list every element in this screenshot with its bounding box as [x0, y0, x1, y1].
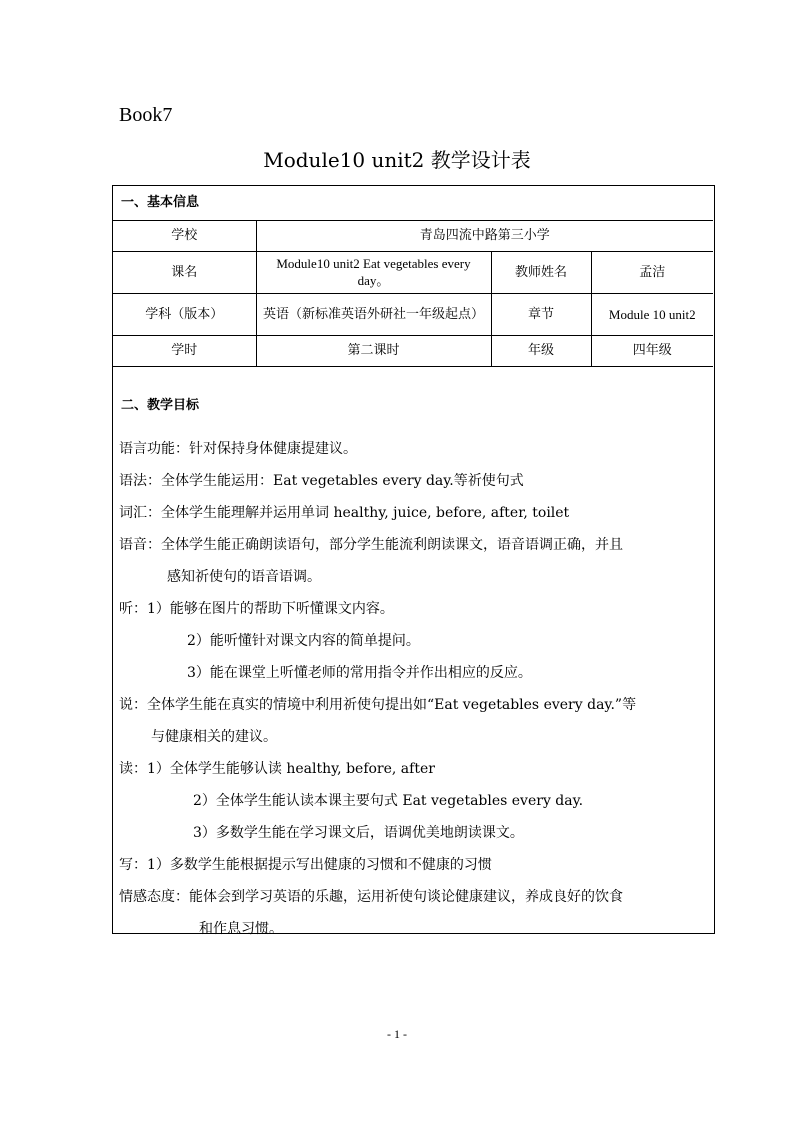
page-title: Module10 unit2 教学设计表: [263, 148, 531, 172]
objective-line: 语法：全体学生能运用：Eat vegetables every day.等祈使句式: [119, 473, 524, 489]
period-value: 第二课时: [256, 335, 491, 366]
grade-label: 年级: [491, 335, 591, 366]
school-value: 青岛四流中路第三小学: [256, 220, 713, 251]
objective-line: 词汇：全体学生能理解并运用单词 healthy, juice, before, after, toilet: [119, 505, 570, 521]
objective-line: 和作息习惯。: [199, 921, 283, 937]
objective-line: 与健康相关的建议。: [151, 729, 277, 745]
objective-line: 感知祈使句的语音语调。: [167, 569, 321, 585]
course-value: Module10 unit2 Eat vegetables every day。: [256, 251, 491, 293]
objective-line: 说：全体学生能在真实的情境中利用祈使句提出如“Eat vegetables every day.”等: [119, 697, 637, 713]
objective-line: 2）全体学生能认读本课主要句式 Eat vegetables every day.: [193, 793, 584, 809]
objective-line: 2）能听懂针对课文内容的简单提问。: [187, 633, 420, 649]
book-label: Book7: [119, 104, 173, 126]
chapter-label: 章节: [491, 293, 591, 335]
section-heading-objectives: 二、教学目标: [121, 398, 200, 413]
subject-label: 学科（版本）: [113, 293, 256, 335]
design-table: [112, 185, 715, 937]
period-label: 学时: [113, 335, 256, 366]
objective-line: 情感态度：能体会到学习英语的乐趣，运用祈使句谈论健康建议，养成良好的饮食: [119, 889, 623, 905]
grade-value: 四年级: [591, 335, 713, 366]
page-number: - 1 -: [387, 1027, 407, 1041]
course-label: 课名: [113, 251, 256, 293]
section-heading-basic-info: 一、基本信息: [113, 186, 713, 220]
school-label: 学校: [113, 220, 256, 251]
objective-line: 3）多数学生能在学习课文后，语调优美地朗读课文。: [193, 825, 524, 841]
objective-line: 写：1）多数学生能根据提示写出健康的习惯和不健康的习惯: [119, 857, 492, 873]
objective-line: 语言功能：针对保持身体健康提建议。: [119, 441, 357, 457]
subject-value: 英语（新标准英语外研社一年级起点）: [256, 293, 491, 335]
objective-line: 3）能在课堂上听懂老师的常用指令并作出相应的反应。: [187, 665, 532, 681]
objective-line: 语音：全体学生能正确朗读语句，部分学生能流利朗读课文，语音语调正确，并且: [119, 537, 623, 553]
objective-line: 读：1）全体学生能够认读 healthy, before, after: [119, 761, 435, 777]
chapter-value: Module 10 unit2: [591, 293, 713, 335]
objectives-list: [119, 433, 711, 945]
basic-info-table: [113, 186, 713, 367]
objective-line: 听：1）能够在图片的帮助下听懂课文内容。: [119, 601, 394, 617]
teacher-value: 孟洁: [591, 251, 713, 293]
teacher-label: 教师姓名: [491, 251, 591, 293]
